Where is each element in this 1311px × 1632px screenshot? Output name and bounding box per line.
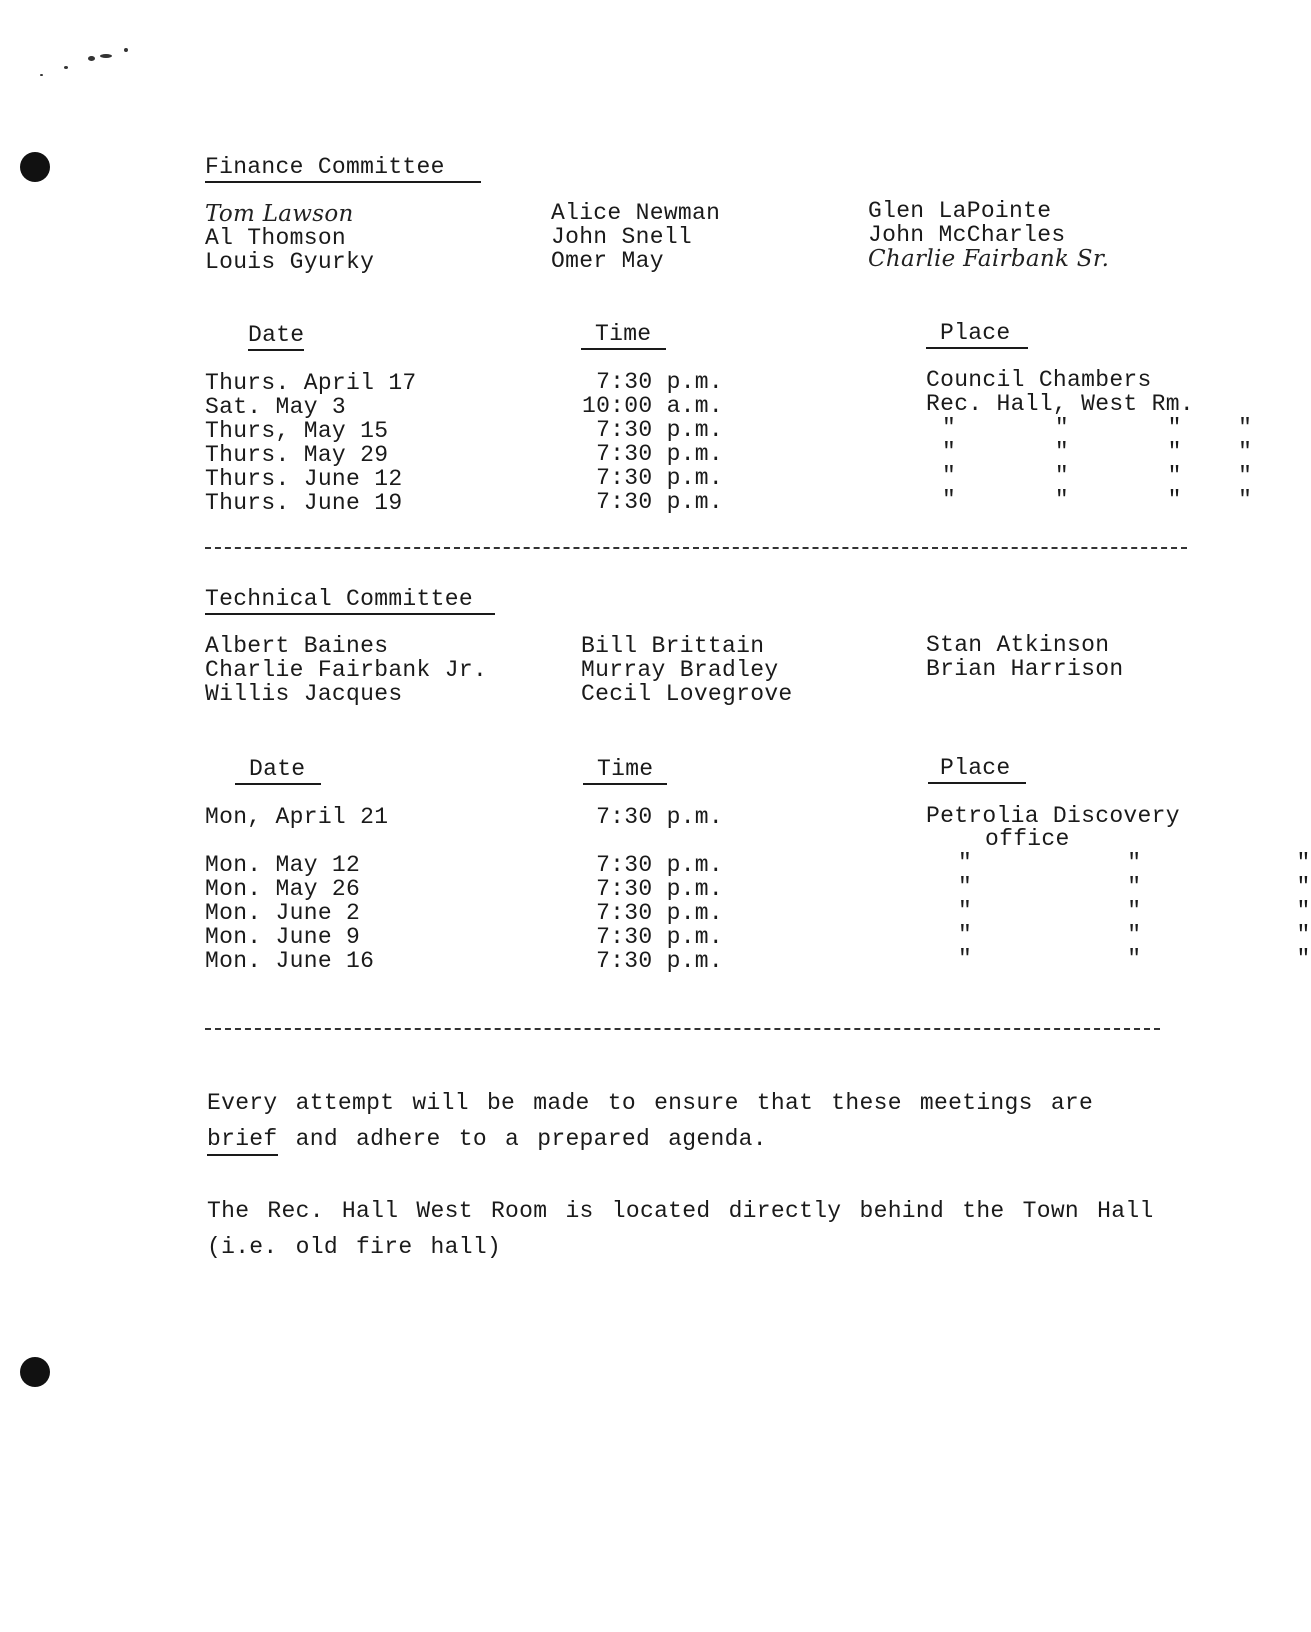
finance-member: Omer May xyxy=(551,248,664,274)
section-divider xyxy=(205,1028,1160,1030)
finance-time-header: Time xyxy=(581,322,666,350)
finance-members-col3 xyxy=(868,199,1109,271)
finance-times xyxy=(581,370,723,514)
finance-place: " " " " xyxy=(942,439,1253,465)
scan-speck xyxy=(40,74,43,76)
finance-place-header: Place xyxy=(926,321,1028,349)
finance-date: Thurs, May 15 xyxy=(205,418,389,444)
technical-place: " " " xyxy=(958,898,1311,924)
note-paragraph-line: Every attempt will be made to ensure that these meetings are xyxy=(207,1090,1094,1116)
finance-time: 7:30 p.m. xyxy=(596,441,723,467)
finance-place: " " " " xyxy=(942,487,1253,513)
technical-time: 7:30 p.m. xyxy=(596,876,723,902)
technical-members-col2 xyxy=(581,634,793,706)
technical-date: Mon. May 26 xyxy=(205,876,361,902)
finance-time: 7:30 p.m. xyxy=(596,417,723,443)
finance-date: Sat. May 3 xyxy=(205,394,347,420)
technical-place-header: Place xyxy=(928,756,1026,784)
finance-date-header: Date xyxy=(248,323,304,351)
technical-members-col1 xyxy=(205,634,487,706)
technical-committee-title: Technical Committee xyxy=(205,587,495,615)
technical-dates xyxy=(205,853,374,973)
finance-dates xyxy=(205,371,417,515)
finance-time: 7:30 p.m. xyxy=(596,369,723,395)
finance-time: 7:30 p.m. xyxy=(596,465,723,491)
finance-member: Tom Lawson xyxy=(205,201,354,227)
technical-place: Petrolia Discovery xyxy=(926,803,1180,829)
note-text: and adhere to a prepared agenda. xyxy=(277,1126,767,1152)
finance-date: Thurs. April 17 xyxy=(205,370,417,396)
finance-committee-title: Finance Committee xyxy=(205,155,481,183)
finance-member: John Snell xyxy=(551,224,693,250)
scan-speck xyxy=(124,48,128,52)
technical-member: Albert Baines xyxy=(205,633,389,659)
scan-speck xyxy=(100,54,112,58)
technical-date: Mon. May 12 xyxy=(205,852,361,878)
section-divider xyxy=(205,547,1187,549)
finance-member: Charlie Fairbank Sr. xyxy=(868,246,1110,272)
finance-place: " " " " xyxy=(942,415,1253,441)
finance-member: Louis Gyurky xyxy=(205,249,375,275)
finance-date: Thurs. May 29 xyxy=(205,442,389,468)
finance-time: 7:30 p.m. xyxy=(596,489,723,515)
note-paragraph-line xyxy=(207,1127,767,1151)
finance-members-col2 xyxy=(551,201,720,273)
scan-speck xyxy=(88,56,95,61)
finance-place: " " " " xyxy=(942,463,1253,489)
technical-time: 7:30 p.m. xyxy=(596,948,723,974)
finance-member: Alice Newman xyxy=(551,200,721,226)
technical-member: Stan Atkinson xyxy=(926,632,1110,658)
scan-speck xyxy=(64,66,68,69)
technical-time: 7:30 p.m. xyxy=(596,924,723,950)
note-paragraph-line: The Rec. Hall West Room is located directly behind the Town Hall xyxy=(207,1198,1154,1224)
technical-time: 7:30 p.m. xyxy=(596,900,723,926)
finance-date: Thurs. June 19 xyxy=(205,490,403,516)
technical-time-header: Time xyxy=(583,757,667,785)
technical-times xyxy=(581,853,723,973)
finance-time: 10:00 a.m. xyxy=(581,393,723,419)
finance-places xyxy=(926,368,1252,512)
technical-member: Brian Harrison xyxy=(926,656,1124,682)
technical-member: Charlie Fairbank Jr. xyxy=(205,657,488,683)
finance-member: Glen LaPointe xyxy=(868,198,1052,224)
technical-members-col3 xyxy=(926,633,1123,681)
note-paragraph-line: (i.e. old fire hall) xyxy=(207,1234,502,1260)
technical-member: Willis Jacques xyxy=(205,681,403,707)
technical-time: 7:30 p.m. xyxy=(596,852,723,878)
technical-place: " " " xyxy=(958,850,1311,876)
technical-date: Mon, April 21 xyxy=(205,804,389,830)
technical-date: Mon. June 2 xyxy=(205,900,361,926)
finance-date: Thurs. June 12 xyxy=(205,466,403,492)
technical-place: " " " xyxy=(958,946,1311,972)
technical-place: " " " xyxy=(958,874,1311,900)
technical-member: Bill Brittain xyxy=(581,633,765,659)
finance-members-col1 xyxy=(205,202,374,274)
technical-places xyxy=(958,851,1311,971)
finance-place: Council Chambers xyxy=(926,367,1152,393)
technical-member: Murray Bradley xyxy=(581,657,779,683)
technical-place-line2: office xyxy=(985,826,1070,852)
technical-member: Cecil Lovegrove xyxy=(581,681,793,707)
emphasis-brief: brief xyxy=(207,1126,278,1156)
finance-member: Al Thomson xyxy=(205,225,347,251)
technical-date: Mon. June 16 xyxy=(205,948,375,974)
technical-time: 7:30 p.m. xyxy=(596,804,723,830)
technical-date-header: Date xyxy=(235,757,321,785)
technical-date: Mon. June 9 xyxy=(205,924,361,950)
finance-place: Rec. Hall, West Rm. xyxy=(926,391,1194,417)
punch-hole-bottom xyxy=(20,1357,50,1387)
finance-member: John McCharles xyxy=(868,222,1066,248)
punch-hole-top xyxy=(20,152,50,182)
technical-place: " " " xyxy=(958,922,1311,948)
